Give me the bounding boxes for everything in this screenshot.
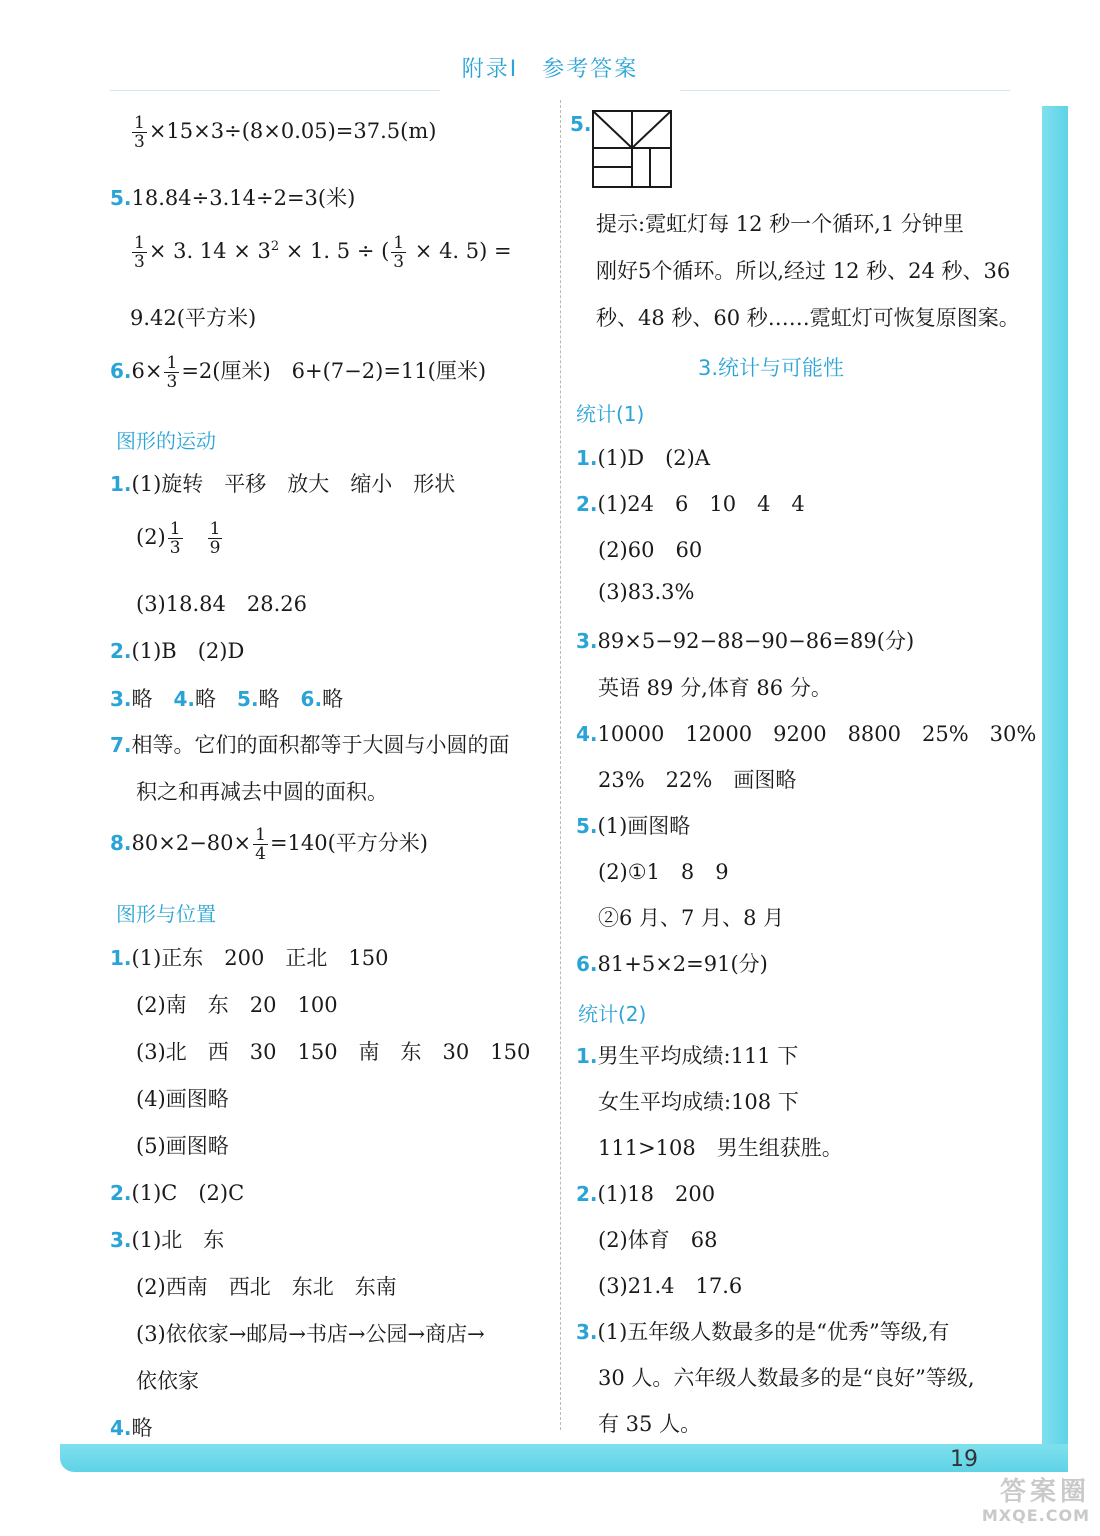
motion-1-2: (2) $\frac{1}{3}$ $\frac{1}{9}$ <box>136 519 221 558</box>
question-number: 3. <box>576 1320 598 1344</box>
position-3: 3.(1)北 东 <box>110 1228 225 1252</box>
answer-5-result: 9.42(平方米) <box>130 306 257 330</box>
position-3-cont: 依依家 <box>136 1369 199 1393</box>
position-1: 1.(1)正东 200 正北 150 <box>110 946 389 970</box>
page-number: 19 <box>950 1447 978 1472</box>
subsection-title: 统计(2) <box>578 1002 647 1026</box>
stat1-5: 5.(1)画图略 <box>576 814 691 838</box>
watermark-url: MXQE.COM <box>981 1506 1090 1525</box>
stat1-3-cont: 英语 89 分,体育 86 分。 <box>598 676 832 700</box>
hint-line-3: 秒、48 秒、60 秒……霓虹灯可恢复原图案。 <box>596 306 1020 330</box>
motion-8: 8.80×2−80× $\frac{1}{4}$ =140(平方分米) <box>110 825 429 864</box>
position-4: 4.略 <box>110 1416 153 1440</box>
answer-5-formula: $\frac{1}{3}$ × 3. $14 \times 3^2 \times 1$. 5 ÷ ( $\frac{1}{3}$ × 4. 5) = <box>134 233 512 272</box>
stat1-2: 2.(1)24 6 10 4 4 <box>576 492 805 516</box>
hint-line-2: 刚好5个循环。所以,经过 12 秒、24 秒、36 <box>596 259 1011 283</box>
question-number: 2. <box>576 1182 598 1206</box>
position-1-5: (5)画图略 <box>136 1134 229 1158</box>
question-number: 5. <box>110 186 132 210</box>
motion-1: 1.(1)旋转 平移 放大 缩小 形状 <box>110 472 456 496</box>
stat2-3: 3.(1)五年级人数最多的是“优秀”等级,有 <box>576 1320 950 1344</box>
answer-line: $\frac{1}{3}$ ×15×3÷(8×0.05)=37.5(m) <box>134 113 437 152</box>
position-2: 2.(1)C (2)C <box>110 1181 245 1205</box>
fraction: $\frac{1}{3}$ <box>166 353 178 392</box>
fraction: $\frac{1}{9}$ <box>209 519 221 558</box>
bottom-decor-band <box>60 1444 1068 1472</box>
question-number: 3. <box>110 687 132 711</box>
stat1-4: 4.10000 12000 9200 8800 25% 30% <box>576 722 1037 746</box>
question-number: 4. <box>110 1416 132 1440</box>
stat2-1-2: 女生平均成绩:108 下 <box>598 1090 799 1114</box>
page-header: 附录Ⅰ 参考答案 <box>461 57 639 82</box>
motion-1-3: (3)18.84 28.26 <box>136 592 307 616</box>
hint-line-1: 提示:霓虹灯每 12 秒一个循环,1 分钟里 <box>596 212 964 236</box>
section-title: 图形的运动 <box>116 429 216 453</box>
question-number: 1. <box>110 946 132 970</box>
motion-7-cont: 积之和再减去中圆的面积。 <box>136 780 388 804</box>
stat1-1: 1.(1)D (2)A <box>576 446 711 470</box>
motion-3-6: 3.略 4.略 5.略 6.略 <box>110 687 344 711</box>
question-number: 3. <box>110 1228 132 1252</box>
section-title: 图形与位置 <box>116 902 216 926</box>
stat2-1: 1.男生平均成绩:111 下 <box>576 1044 799 1068</box>
stat2-1-3: 111>108 男生组获胜。 <box>598 1136 843 1160</box>
answer-5: 5.18.84÷3.14÷2=3(米) <box>110 186 356 210</box>
motion-7: 7.相等。它们的面积都等于大圆与小圆的面 <box>110 733 510 757</box>
position-1-3: (3)北 西 30 150 南 东 30 150 <box>136 1040 531 1064</box>
stat2-3-3: 有 35 人。 <box>598 1412 702 1436</box>
question-number: 7. <box>110 733 132 757</box>
right-decor-band <box>1042 106 1068 1446</box>
header-rule-right <box>680 90 1010 91</box>
stat2-3-2: 30 人。六年级人数最多的是“良好”等级, <box>598 1366 975 1390</box>
question-number: 6. <box>576 952 598 976</box>
question-number: 4. <box>576 722 598 746</box>
watermark-logo <box>930 1478 1090 1532</box>
question-number: 6. <box>110 359 132 383</box>
fraction: $\frac{1}{3}$ <box>169 519 181 558</box>
stat2-2-2: (2)体育 68 <box>598 1228 718 1252</box>
question-number: 5. <box>237 687 259 711</box>
neon-pattern-figure <box>592 110 672 188</box>
question-number: 1. <box>110 472 132 496</box>
subsection-title: 统计(1) <box>576 402 645 426</box>
stat2-2-3: (3)21.4 17.6 <box>598 1274 743 1298</box>
question-number: 4. <box>173 687 196 711</box>
stat1-5-2: (2)①1 8 9 <box>598 860 729 884</box>
fraction: $\frac{1}{4}$ <box>255 825 266 864</box>
question-number: 1. <box>576 446 598 470</box>
watermark-text: 答案圈 <box>999 1477 1090 1507</box>
question-number: 5. <box>570 112 592 136</box>
position-3-3: (3)依依家→邮局→书店→公园→商店→ <box>136 1322 485 1346</box>
question-number: 5. <box>576 814 598 838</box>
stat2-2: 2.(1)18 200 <box>576 1182 716 1206</box>
position-1-4: (4)画图略 <box>136 1087 229 1111</box>
question-number: 2. <box>110 1181 132 1205</box>
question-number: 3. <box>576 629 598 653</box>
stat1-4-cont: 23% 22% 画图略 <box>598 768 797 792</box>
question-number: 1. <box>576 1044 598 1068</box>
stat1-6: 6.81+5×2=91(分) <box>576 952 768 976</box>
position-3-2: (2)西南 西北 东北 东南 <box>136 1275 397 1299</box>
stat1-2-3: (3)83.3% <box>598 580 695 604</box>
stat1-2-2: (2)60 60 <box>598 538 703 562</box>
question-number: 8. <box>110 831 132 855</box>
fraction: $\frac{1}{3}$ <box>134 233 145 272</box>
motion-2: 2.(1)B (2)D <box>110 639 245 663</box>
answer-6: 6.6× $\frac{1}{3}$ =2(厘米) 6+(7−2)=11(厘米) <box>110 353 487 392</box>
stat1-3: 3.89×5−92−88−90−86=89(分) <box>576 629 915 653</box>
question-number: 2. <box>576 492 598 516</box>
header-rule-left <box>110 90 440 91</box>
section-title: 3.统计与可能性 <box>698 356 845 380</box>
question-number: 6. <box>300 687 323 711</box>
stat1-5-3: ②6 月、7 月、8 月 <box>598 906 785 930</box>
question-number: 2. <box>110 639 132 663</box>
position-1-2: (2)南 东 20 100 <box>136 993 338 1017</box>
fraction: $\frac{1}{3}$ <box>393 233 405 272</box>
fraction: $\frac{1}{3}$ <box>134 113 145 152</box>
answer-5-figure-number <box>570 112 592 136</box>
column-divider <box>560 100 561 1430</box>
